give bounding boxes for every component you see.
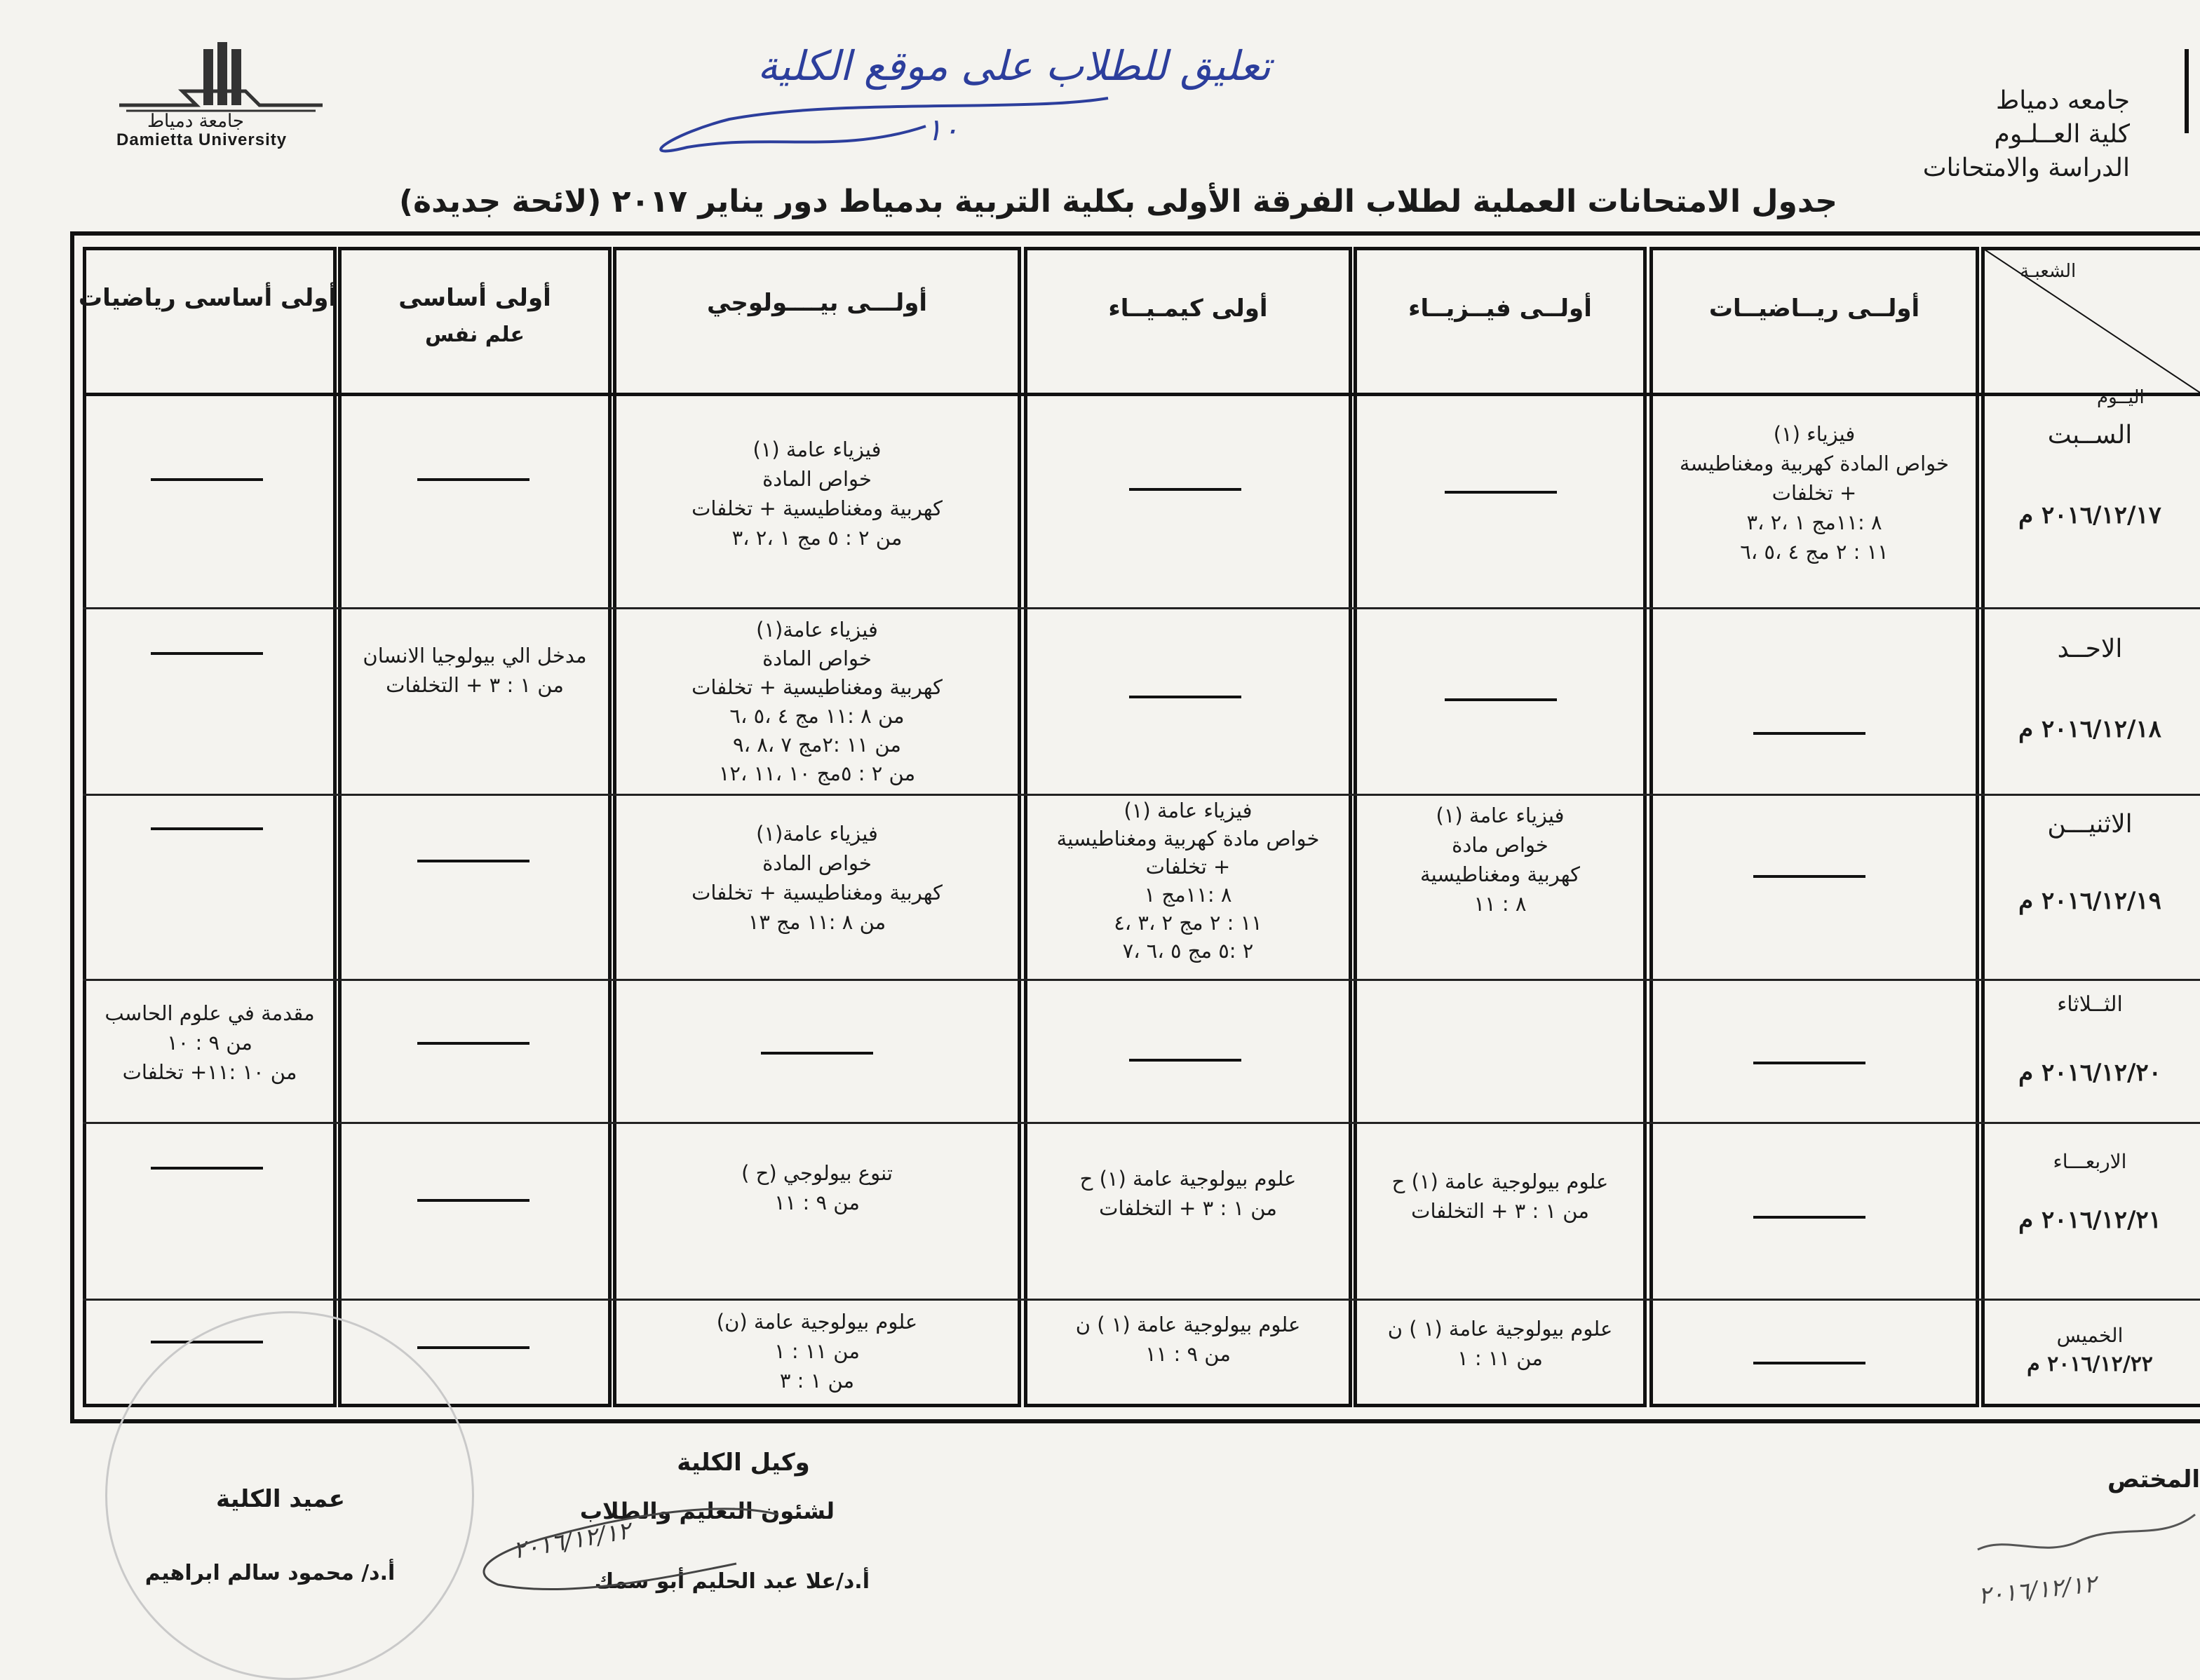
empty-dash xyxy=(1753,875,1865,878)
day-name: الســبت xyxy=(2047,421,2133,449)
header-psychology-line2: علم نفس xyxy=(425,323,525,347)
vice-dean-name: أ.د/علا عبد الحليم أبو سمك xyxy=(594,1569,870,1594)
cell-sat-biology: فيزياء عامة (١) خواص المادة كهربية ومغناطيسية + تخلفات من ٢ : ٥ مج ١ ،٢ ،٣ xyxy=(691,438,943,550)
empty-dash xyxy=(1753,1062,1865,1064)
department-name: الدراسة والامتحانات xyxy=(1922,154,2130,182)
row-divider xyxy=(83,1299,2200,1301)
day-name: الثــلاثاء xyxy=(2057,992,2123,1017)
empty-dash xyxy=(1753,1216,1865,1219)
empty-dash xyxy=(151,478,263,481)
empty-dash xyxy=(417,860,529,862)
empty-dash xyxy=(151,1167,263,1170)
officer-title: المختص xyxy=(2107,1465,2200,1493)
dean-title: عميد الكلية xyxy=(216,1485,345,1513)
empty-dash xyxy=(417,1346,529,1349)
dean-name: أ.د/ محمود سالم ابراهيم xyxy=(144,1561,396,1585)
cell-sun-psychology: مدخل الي بيولوجيا الانسان من ١ : ٣ + التخلفات xyxy=(363,644,587,697)
cell-tue-basic-math: مقدمة في علوم الحاسب من ٩ : ١٠ من ١٠ :١١+ تخلفات xyxy=(104,1001,315,1084)
empty-dash xyxy=(1129,696,1241,698)
officer-signature-icon xyxy=(1964,1501,2200,1571)
day-date: ٢٠١٦/١٢/٢٠ م xyxy=(2018,1059,2161,1087)
cell-thu-biology: علوم بيولوجية عامة (ن) من ١١ : ١ من ١ : ٣ xyxy=(716,1310,918,1393)
empty-dash xyxy=(417,1042,529,1045)
cell-mon-biology: فيزياء عامة(١) خواص المادة كهربية ومغناطيسية + تخلفات من ٨ :١١ مج ١٣ xyxy=(691,822,943,934)
day-name: الخميس xyxy=(2056,1324,2124,1347)
day-date: ٢٠١٦/١٢/٢١ م xyxy=(2018,1206,2161,1234)
empty-dash xyxy=(1445,491,1557,494)
day-date: ٢٠١٦/١٢/١٧ م xyxy=(2018,501,2161,529)
cell-thu-chemistry: علوم بيولوجية عامة (١ ) ن من ٩ : ١١ xyxy=(1075,1313,1301,1366)
cell-thu-physics: علوم بيولوجية عامة (١ ) ن من ١١ : ١ xyxy=(1387,1317,1613,1370)
university-logo xyxy=(105,42,337,154)
cell-sun-biology: فيزياء عامة(١) خواص المادة كهربية ومغناطيسية + تخلفات من ٨ :١١ مج ٤ ،٥ ،٦ من ١١ :٢مج ٧ ،٨ ،٩ من ٢ : ٥مج ١٠ ،١١ ،١٢ xyxy=(691,618,943,785)
cell-mon-chemistry: فيزياء عامة (١) خواص مادة كهربية ومغناطيسية + تخلفات ٨ :١١مج ١ ١١ : ٢ مج ٢ ،٣ ،٤ ٢ :٥ مج ٥ ،٦ ،٧ xyxy=(1056,799,1320,963)
header-edge-bar xyxy=(2185,49,2189,133)
university-logo-icon xyxy=(105,42,337,112)
empty-dash xyxy=(417,478,529,481)
cell-wed-chemistry: علوم بيولوجية عامة (١) ح من ١ : ٣ + التخلفات xyxy=(1079,1167,1297,1220)
empty-dash xyxy=(1445,698,1557,701)
empty-dash xyxy=(151,652,263,655)
header-divider xyxy=(83,393,2200,396)
column-box-psychology xyxy=(338,247,612,1407)
officer-handwritten-date: ٢٠١٦/١٢/١٢ xyxy=(1976,1570,2098,1611)
vice-dean-handwritten-date: ٢٠١٦/١٢/١٢ xyxy=(511,1517,633,1565)
day-name: الاربعـــاء xyxy=(2053,1150,2127,1173)
corner-diagonal-icon xyxy=(1985,250,2200,393)
faculty-name: كلية العــلـوم xyxy=(1994,120,2130,149)
corner-bottom-label: اليــوم xyxy=(2097,387,2145,408)
row-divider xyxy=(83,1122,2200,1124)
logo-arabic-text: جامعة دمياط xyxy=(147,111,244,132)
logo-english-text: Damietta University xyxy=(116,130,288,149)
faculty-header xyxy=(1765,84,2130,185)
day-name: الاثنيـــن xyxy=(2047,810,2133,839)
day-date: ٢٠١٦/١٢/١٩ م xyxy=(2018,887,2161,915)
vice-dean-title: وكيل الكلية xyxy=(677,1449,810,1477)
row-divider xyxy=(83,979,2200,981)
vice-dean-subtitle: لشئون التعليم والطلاب xyxy=(579,1498,835,1524)
cell-sat-math: فيزياء (١) خواص المادة كهربية ومغناطيسة + تخلفات ٨ :١١مج ١ ،٢ ،٣ ١١ : ٢ مج ٤ ،٥ ،٦ xyxy=(1679,422,1950,564)
handwritten-note-text: تعليق للطلاب على موقع الكلية xyxy=(757,42,1271,90)
day-date: ٢٠١٦/١٢/١٨ م xyxy=(2018,715,2161,743)
header-biology: أولـــى بيــــولوجي xyxy=(706,289,928,317)
empty-dash xyxy=(1753,1362,1865,1364)
empty-dash xyxy=(1129,1059,1241,1062)
header-basic-math: أولى أساسى رياضيات xyxy=(78,284,337,312)
empty-dash xyxy=(1129,488,1241,491)
page-title: جدول الامتحانات العملية لطلاب الفرقة الأولى بكلية التربية بدمياط دور يناير ٢٠١٧ (لائحة جديدة) xyxy=(399,184,1837,219)
header-physics: أولــى فيــزيــاء xyxy=(1408,294,1592,323)
handwritten-underline-icon xyxy=(631,70,1122,168)
empty-dash xyxy=(151,827,263,830)
row-divider xyxy=(83,607,2200,609)
handwritten-note-number: ١٠ xyxy=(926,112,959,148)
empty-dash xyxy=(761,1052,873,1055)
vice-dean-signature-icon xyxy=(456,1493,785,1606)
university-name: جامعه دمياط xyxy=(1995,86,2130,115)
header-math: أولــى ريــاضيــات xyxy=(1708,294,1920,323)
cell-wed-biology: تنوع بيولوجي (ح ) من ٩ : ١١ xyxy=(741,1161,893,1214)
row-divider xyxy=(83,794,2200,796)
cell-wed-physics: علوم بيولوجية عامة (١) ح من ١ : ٣ + التخلفات xyxy=(1391,1170,1609,1223)
header-psychology-line1: أولى أساسى xyxy=(398,284,551,312)
header-chemistry: أولى كيمـيــاء xyxy=(1108,294,1268,323)
cell-mon-physics: فيزياء عامة (١) خواص مادة كهربية ومغناطيسية ٨ : ١١ xyxy=(1420,804,1580,916)
day-date: ٢٠١٦/١٢/٢٢ م xyxy=(2027,1352,2153,1376)
day-name: الاحــد xyxy=(2057,635,2123,663)
empty-dash xyxy=(417,1199,529,1202)
empty-dash xyxy=(1753,732,1865,735)
handwritten-note xyxy=(631,28,1403,168)
corner-top-label: الشعبـة xyxy=(2020,261,2077,282)
